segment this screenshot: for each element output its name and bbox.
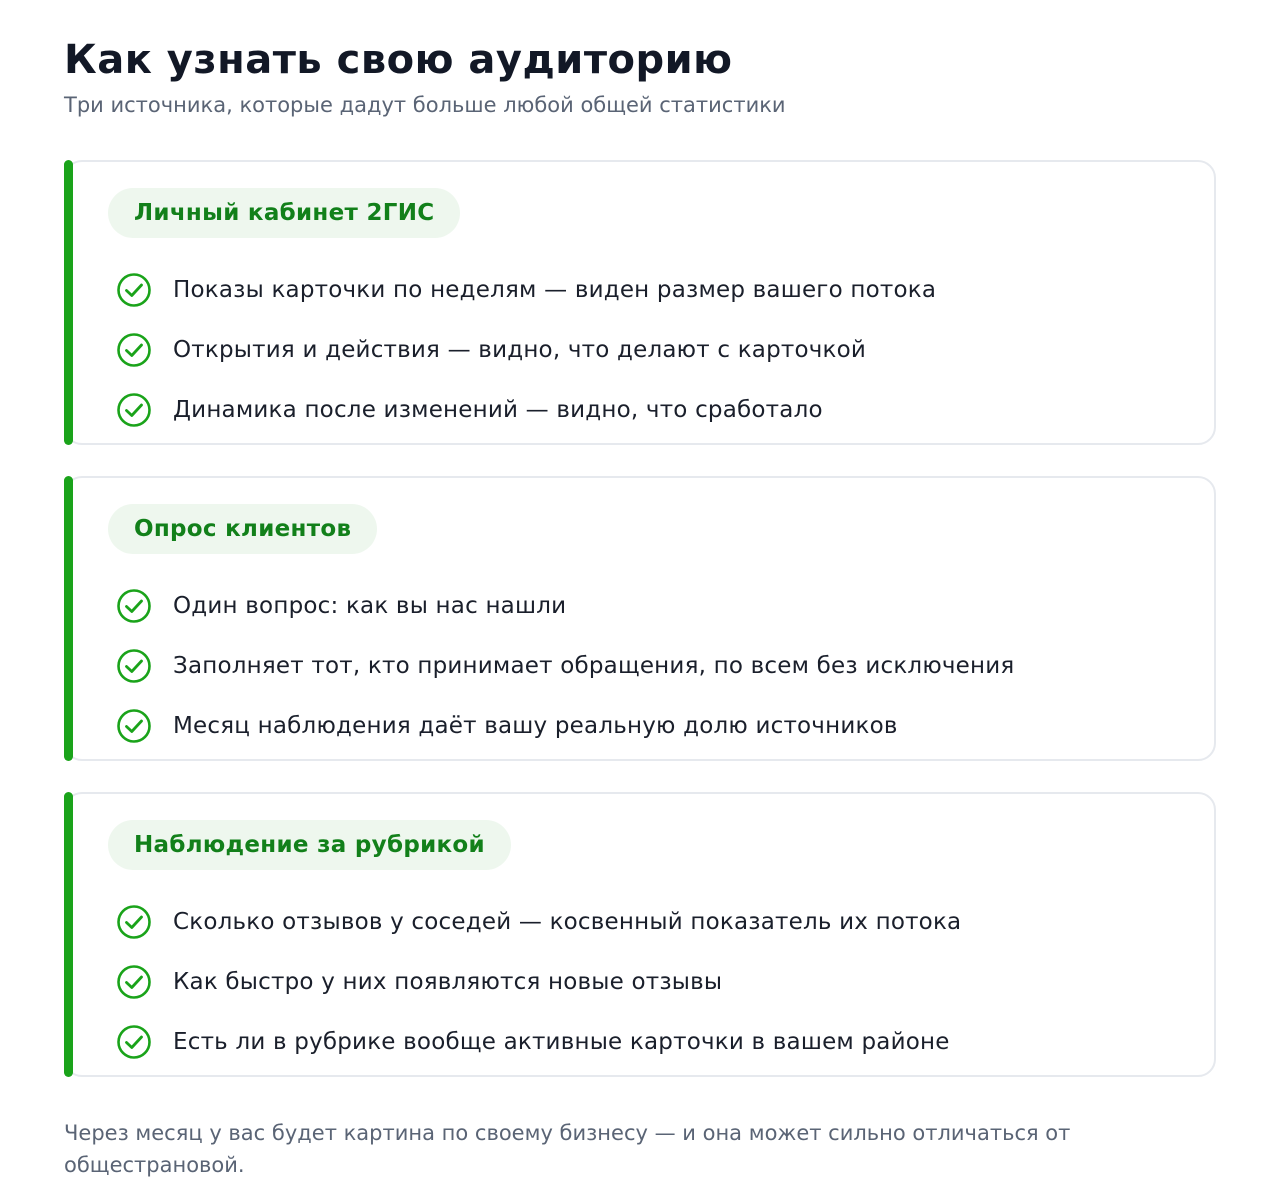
list-item xyxy=(116,952,1194,1012)
check-circle-icon xyxy=(116,332,152,368)
card-customer-survey xyxy=(64,476,1216,761)
check-circle-icon xyxy=(116,1024,152,1060)
check-circle-icon xyxy=(116,588,152,624)
check-circle-icon xyxy=(116,708,152,744)
check-circle-icon xyxy=(116,904,152,940)
card-title: Опрос клиентов xyxy=(108,504,377,554)
list-item xyxy=(116,260,1194,320)
card-accent-bar xyxy=(64,160,73,445)
card-items xyxy=(116,892,1194,1072)
card-title: Наблюдение за рубрикой xyxy=(108,820,511,870)
footer-note: Через месяц у вас будет картина по своему бизнесу — и она может сильно отличаться от общестрановой. xyxy=(64,1121,1071,1177)
list-item-text: Один вопрос: как вы нас нашли xyxy=(173,593,567,619)
list-item xyxy=(116,576,1194,636)
card-title: Личный кабинет 2ГИС xyxy=(108,188,460,238)
source-cards xyxy=(64,160,1216,1077)
card-2gis-cabinet xyxy=(64,160,1216,445)
list-item xyxy=(116,636,1194,696)
page-title: Как узнать свою аудиторию xyxy=(64,37,733,83)
list-item-text: Сколько отзывов у соседей — косвенный показатель их потока xyxy=(173,909,962,935)
list-item xyxy=(116,320,1194,380)
card-items xyxy=(116,576,1194,756)
card-category-watch xyxy=(64,792,1216,1077)
check-circle-icon xyxy=(116,272,152,308)
list-item-text: Показы карточки по неделям — виден размер вашего потока xyxy=(173,277,937,303)
list-item-text: Месяц наблюдения даёт вашу реальную долю источников xyxy=(173,713,898,739)
check-circle-icon xyxy=(116,964,152,1000)
list-item xyxy=(116,380,1194,440)
list-item-text: Открытия и действия — видно, что делают с карточкой xyxy=(173,337,867,363)
check-circle-icon xyxy=(116,648,152,684)
list-item xyxy=(116,696,1194,756)
list-item xyxy=(116,1012,1194,1072)
check-circle-icon xyxy=(116,392,152,428)
card-accent-bar xyxy=(64,792,73,1077)
card-items xyxy=(116,260,1194,440)
list-item xyxy=(116,892,1194,952)
list-item-text: Как быстро у них появляются новые отзывы xyxy=(173,969,723,995)
list-item-text: Динамика после изменений — видно, что сработало xyxy=(173,397,823,423)
list-item-text: Заполняет тот, кто принимает обращения, по всем без исключения xyxy=(173,653,1015,679)
page-subtitle: Три источника, которые дадут больше любой общей статистики xyxy=(64,93,786,117)
list-item-text: Есть ли в рубрике вообще активные карточки в вашем районе xyxy=(173,1029,950,1055)
page xyxy=(64,34,1216,1108)
card-accent-bar xyxy=(64,476,73,761)
